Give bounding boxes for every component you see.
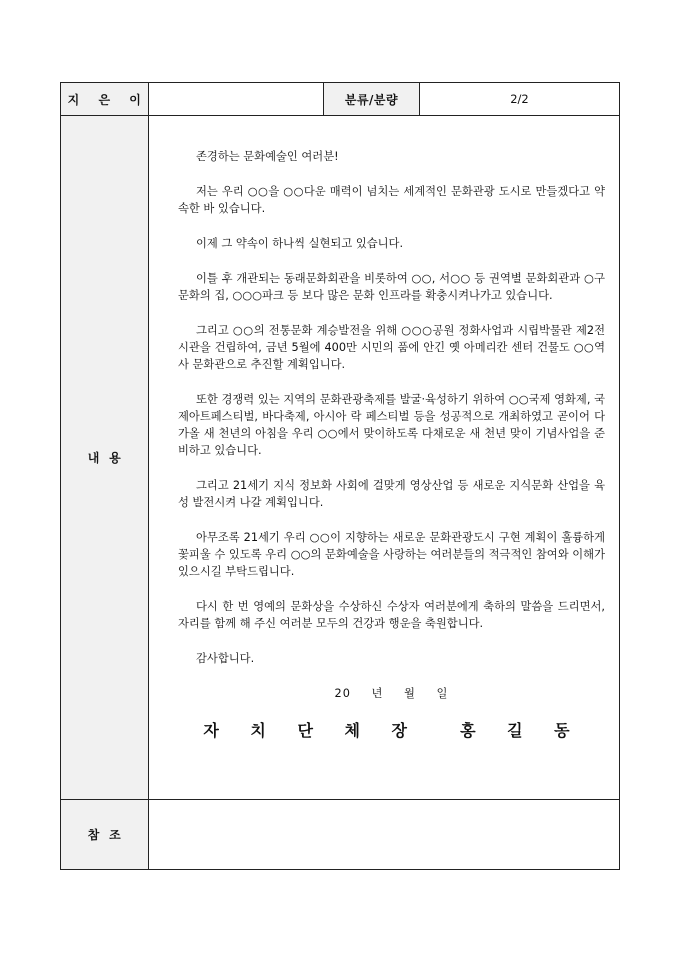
- header-row: [61, 83, 620, 116]
- paragraph: 존경하는 문화예술인 여러분!: [196, 150, 339, 163]
- paragraph: 저는 우리 ○○을 ○○다운 매력이 넘치는 세계적인 문화관광 도시로 만들겠다고 약속한 바 있습니다.: [178, 185, 605, 215]
- paragraph: 아무조록 21세기 우리 ○○이 지향하는 새로운 문화관광도시 구현 계획이 훌륭하게 꽃피울 수 있도록 우리 ○○의 문화예술을 사랑하는 여러분들의 적극적인 참여와 이해가 있으시길 부탁드립니다.: [178, 531, 605, 578]
- reference-row: [61, 800, 620, 870]
- speech-body: [149, 116, 619, 739]
- reference-value: [149, 800, 620, 870]
- content-label: 내 용: [61, 116, 149, 800]
- paragraph: 또한 경쟁력 있는 지역의 문화관광축제를 발굴·육성하기 위하여 ○○국제 영화제, 국제아트페스티벌, 바다축제, 아시아 락 페스티벌 등을 성공적으로 개최하였고 곧이어 다가올 새 천년의 아침을 우리 ○○에서 맞이하도록 다채로운 새 천년 맞이 기념사업을 준비하고 있습니다.: [178, 393, 605, 457]
- date-month-unit: 월: [404, 687, 416, 700]
- paragraph: 이틀 후 개관되는 동래문화회관을 비롯하여 ○○, 서○○ 등 권역별 문화회관과 ○구 문화의 집, ○○○파크 등 보다 많은 문화 인프라를 확충시켜나가고 있습니다.: [178, 272, 605, 302]
- date-year: 20: [334, 687, 351, 700]
- paragraph: 감사합니다.: [196, 652, 255, 665]
- date-line: [178, 685, 605, 702]
- category-value: 2/2: [420, 83, 620, 116]
- signer-name: 자 치 단 체 장 홍 길 동: [203, 721, 580, 740]
- author-value: [149, 83, 324, 116]
- paragraph: 다시 한 번 영예의 문화상을 수상하신 수상자 여러분에게 축하의 말씀을 드리면서, 자리를 함께 해 주신 여러분 모두의 건강과 행운을 축원합니다.: [178, 600, 605, 630]
- category-label: 분류/분량: [324, 83, 420, 116]
- content-cell: [149, 116, 620, 800]
- document-form: [60, 82, 620, 870]
- paragraph: 이제 그 약속이 하나씩 실현되고 있습니다.: [196, 237, 404, 250]
- paragraph: 그리고 ○○의 전통문화 계승발전을 위해 ○○○공원 정화사업과 시립박물관 제2전시관을 건립하여, 금년 5월에 400만 시민의 품에 안긴 옛 아메리칸 센터 건물도 ○○역사 문화관으로 추진할 계획입니다.: [178, 324, 605, 371]
- author-label: 지 은 이: [61, 83, 149, 116]
- reference-label: 참 조: [61, 800, 149, 870]
- content-row: [61, 116, 620, 800]
- paragraph: 그리고 21세기 지식 정보화 사회에 걸맞게 영상산업 등 새로운 지식문화 산업을 육성 발전시켜 나갈 계획입니다.: [178, 479, 605, 509]
- date-day-unit: 일: [436, 687, 449, 700]
- date-year-unit: 년: [371, 687, 384, 700]
